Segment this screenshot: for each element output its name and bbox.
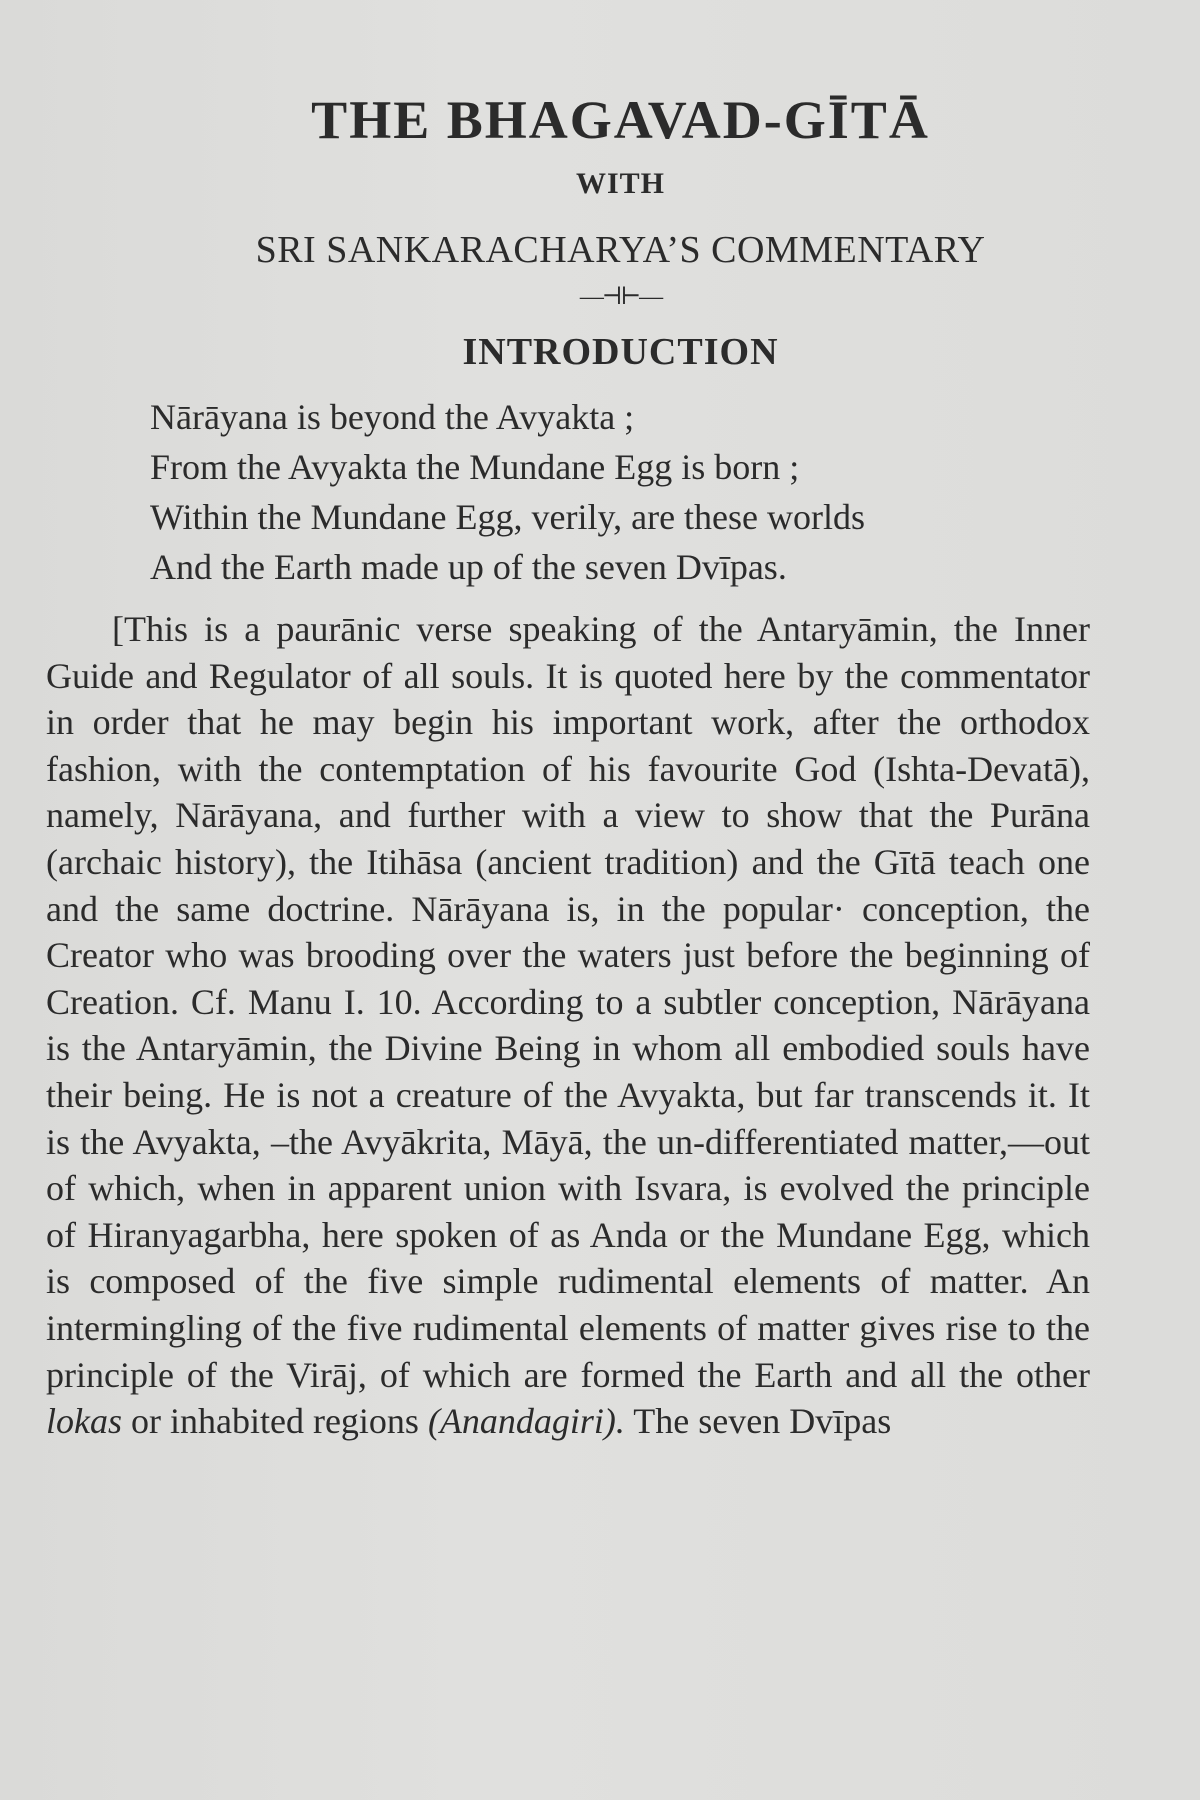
paragraph-text: The seven Dvīpas [633, 1401, 892, 1442]
commentary-paragraph [46, 606, 1090, 1445]
paragraph-text: [This is a paurānic verse speaking of the Antaryāmin, the Inner Guide and Regulator of all souls. It is quoted here by the commentator in order that he may begin his important work, after the orthodox fashion, with the contemptation of his favourite God (Ishta-Devatā), namely, Nārāyana, and further with a view to show that the Purāna (archaic history), the Itihāsa (ancient tradition) and the Gītā teach one and the same doctrine. Nārāyana is, in the popular· conception, the Creator who was brooding over the waters just before the beginning of Creation. Cf. Manu I. 10. According to a subtler conception, Nārāyana is the Antaryāmin, the Divine Being in whom all embodied souls have their being. He is not a creature of the Avyakta, but far transcends it. It is the Avyakta, –the Avyākrita, Māyā, the un-differentiated matter,—out of which, when in apparent union with Isvara, is evolved the principle of Hiranyagarbha, here spoken of as Anda or the Mundane Egg, which is composed of the five simple rudimental elements of matter. An intermingling of the five rudimental elements of matter gives rise to the principle of the Virāj, of which are formed the Earth and all the other [46, 609, 1090, 1395]
section-heading: INTRODUCTION [462, 331, 779, 373]
verse-line: Nārāyana is beyond the Avyakta ; [150, 397, 635, 437]
book-title: THE BHAGAVAD-GĪTĀ [311, 90, 930, 150]
verse-block [150, 392, 1090, 592]
paragraph-text: or inhabited regions [131, 1401, 419, 1442]
with-label: WITH [575, 167, 666, 200]
ornament-divider: —⊣⊢— [579, 284, 662, 310]
verse-line: Within the Mundane Egg, verily, are these worlds [150, 497, 866, 537]
italic-citation: (Anandagiri). [427, 1401, 625, 1442]
verse-line: From the Avyakta the Mundane Egg is born ; [150, 447, 800, 487]
verse-line: And the Earth made up of the seven Dvīpas. [150, 547, 787, 587]
commentary-subtitle: SRI SANKARACHARYA’S COMMENTARY [255, 229, 986, 271]
italic-term: lokas [46, 1401, 122, 1442]
